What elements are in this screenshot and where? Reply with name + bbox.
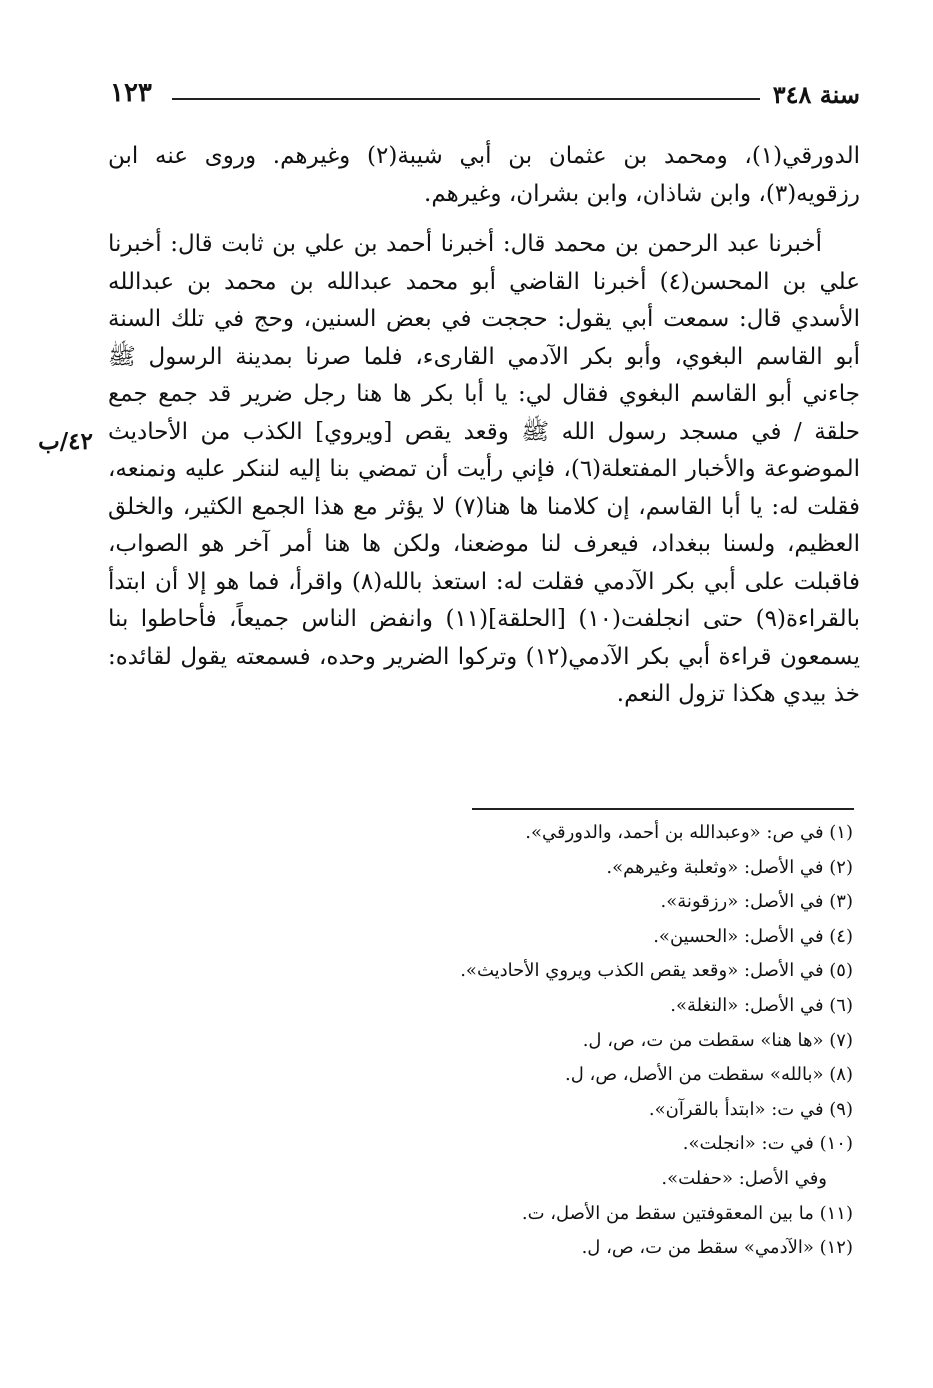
footnote: (٨) «بالله» سقطت من الأصل، ص، ل. bbox=[564, 1064, 853, 1086]
footnote: (١) في ص: «وعبدالله بن أحمد، والدورقي». bbox=[525, 822, 853, 843]
footnote-continuation: وفي الأصل: «حفلت». bbox=[661, 1167, 827, 1189]
footnote: (٣) في الأصل: «رزقونة». bbox=[660, 891, 853, 913]
footnote: (٥) في الأصل: «وقعد يقص الكذب ويروي الأحاديث». bbox=[460, 960, 853, 982]
page-header bbox=[110, 78, 860, 118]
manuscript-folio-note: ٤٢/ب bbox=[38, 428, 93, 455]
header-rule bbox=[172, 98, 760, 100]
footnote: (٩) في ت: «ابتدأ بالقرآن». bbox=[648, 1098, 853, 1120]
footnotes-list bbox=[293, 816, 853, 1266]
footnote: (١٢) «الآدمي» سقط من ت، ص، ل. bbox=[581, 1237, 853, 1259]
paragraph: أخبرنا عبد الرحمن بن محمد قال: أخبرنا أحمد بن علي بن ثابت قال: أخبرنا علي بن المحسن(٤) أخبرنا القاضي أبو محمد عبدالله بن محمد بن عبدالله الأسدي قال: سمعت أبي يقول: حججت في بعض السنين، وحج في تلك السنة أبو القاسم البغوي، وأبو بكر الآدمي القارىء، فلما صرنا بمدينة الرسول ﷺ جاءني أبو القاسم البغوي فقال لي: يا أبا بكر ها هنا رجل ضرير قد جمع جمع حلقة / في مسجد رسول الله ﷺ وقعد يقص [ويروي] الكذب من الأحاديث الموضوعة والأخبار المفتعلة(٦)، فإني رأيت أن تمضي بنا إليه لننكر عليه ونمنعه، فقلت له: يا أبا القاسم، إن كلامنا ها هنا(٧) لا يؤثر مع هذا الجمع الكثير، والخلق العظيم، ولسنا ببغداد، فيعرف لنا موضعنا، ولكن ها هنا أمر آخر هو الصواب، فاقبلت على أبي بكر الآدمي فقلت له: استعذ بالله(٨) واقرأ، فما هو إلا أن ابتدأ بالقراءة(٩) حتى انجلفت(١٠) [الحلقة](١١) وانفض الناس جميعاً، فأحاطوا بنا يسمعون قراءة أبي بكر الآدمي(١٢) وتركوا الضرير وحده، فسمعته يقول لقائده: خذ بيدي هكذا تزول النعم. bbox=[108, 231, 860, 707]
footnote: (١١) ما بين المعقوفتين سقط من الأصل، ت. bbox=[521, 1202, 853, 1224]
footnote-separator bbox=[472, 808, 854, 810]
footnote: (٦) في الأصل: «النغلة». bbox=[670, 994, 853, 1016]
page-number: ١٢٣ bbox=[110, 78, 152, 108]
footnote: (٢) في الأصل: «وثعلبة وغيرهم». bbox=[606, 856, 853, 878]
paragraph: الدورقي(١)، ومحمد بن عثمان بن أبي شيبة(٢) وغيرهم. وروى عنه ابن رزقويه(٣)، وابن شاذان، وابن بشران، وغيرهم. bbox=[108, 143, 860, 207]
main-text bbox=[108, 138, 860, 727]
footnote: (١٠) في ت: «انجلت». bbox=[682, 1133, 853, 1155]
footnote: (٧) «ها هنا» سقطت من ت، ص، ل. bbox=[582, 1029, 853, 1051]
running-head-year: سنة ٣٤٨ bbox=[772, 80, 860, 109]
footnote: (٤) في الأصل: «الحسين». bbox=[653, 925, 853, 947]
